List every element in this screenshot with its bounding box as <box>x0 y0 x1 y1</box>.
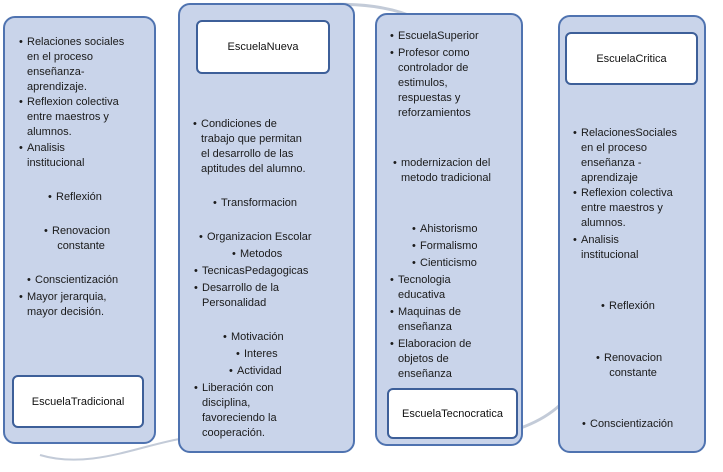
list-item: • Liberación con disciplina, favoreciendo la cooperación. <box>194 381 277 441</box>
list-item: • Mayor jerarquia, mayor decisión. <box>19 290 106 320</box>
label-escuela-tradicional: EscuelaTradicional <box>12 375 144 428</box>
list-item: • Analisis institucional <box>573 233 638 263</box>
list-item: • Ahistorismo <box>412 222 477 237</box>
list-item: • TecnicasPedagogicas <box>194 264 308 279</box>
list-item: • Reflexión <box>48 190 102 205</box>
label-escuela-critica: EscuelaCritica <box>565 32 698 85</box>
list-item: • modernizacion del metodo tradicional <box>393 156 491 186</box>
list-item: • Reflexion colectiva entre maestros y alumnos. <box>573 186 673 231</box>
list-item: • Analisis institucional <box>19 141 84 171</box>
list-item: • Actividad <box>229 364 282 379</box>
list-item: • EscuelaSuperior <box>390 29 479 44</box>
list-item: • Renovacion constante <box>596 351 662 381</box>
list-item: • RelacionesSociales en el proceso enseñanza - aprendizaje <box>573 126 677 186</box>
list-item: • Cienticismo <box>412 256 477 271</box>
list-item: • Conscientización <box>27 273 118 288</box>
list-item: • Profesor como controlador de estimulos, respuestas y reforzamientos <box>390 46 471 121</box>
list-item: • Organizacion Escolar <box>199 230 312 245</box>
label-escuela-nueva: EscuelaNueva <box>196 20 330 74</box>
list-item: • Reflexion colectiva entre maestros y alumnos. <box>19 95 119 140</box>
list-item: • Reflexión <box>601 299 655 314</box>
list-item: • Renovacion constante <box>44 224 110 254</box>
list-item: • Elaboracion de objetos de enseñanza <box>390 337 471 382</box>
list-item: • Motivación <box>223 330 284 345</box>
list-item: • Tecnologia educativa <box>390 273 451 303</box>
label-escuela-tecnocratica: EscuelaTecnocratica <box>387 388 518 439</box>
list-item: • Desarrollo de la Personalidad <box>194 281 279 311</box>
list-item: • Relaciones sociales en el proceso enseñanza- aprendizaje. <box>19 35 124 95</box>
list-item: • Maquinas de enseñanza <box>390 305 461 335</box>
list-item: • Transformacion <box>213 196 297 211</box>
list-item: • Conscientización <box>582 417 673 432</box>
list-item: • Condiciones de trabajo que permitan el desarrollo de las aptitudes del alumno. <box>193 117 306 177</box>
list-item: • Interes <box>236 347 278 362</box>
list-item: • Formalismo <box>412 239 477 254</box>
list-item: • Metodos <box>232 247 282 262</box>
